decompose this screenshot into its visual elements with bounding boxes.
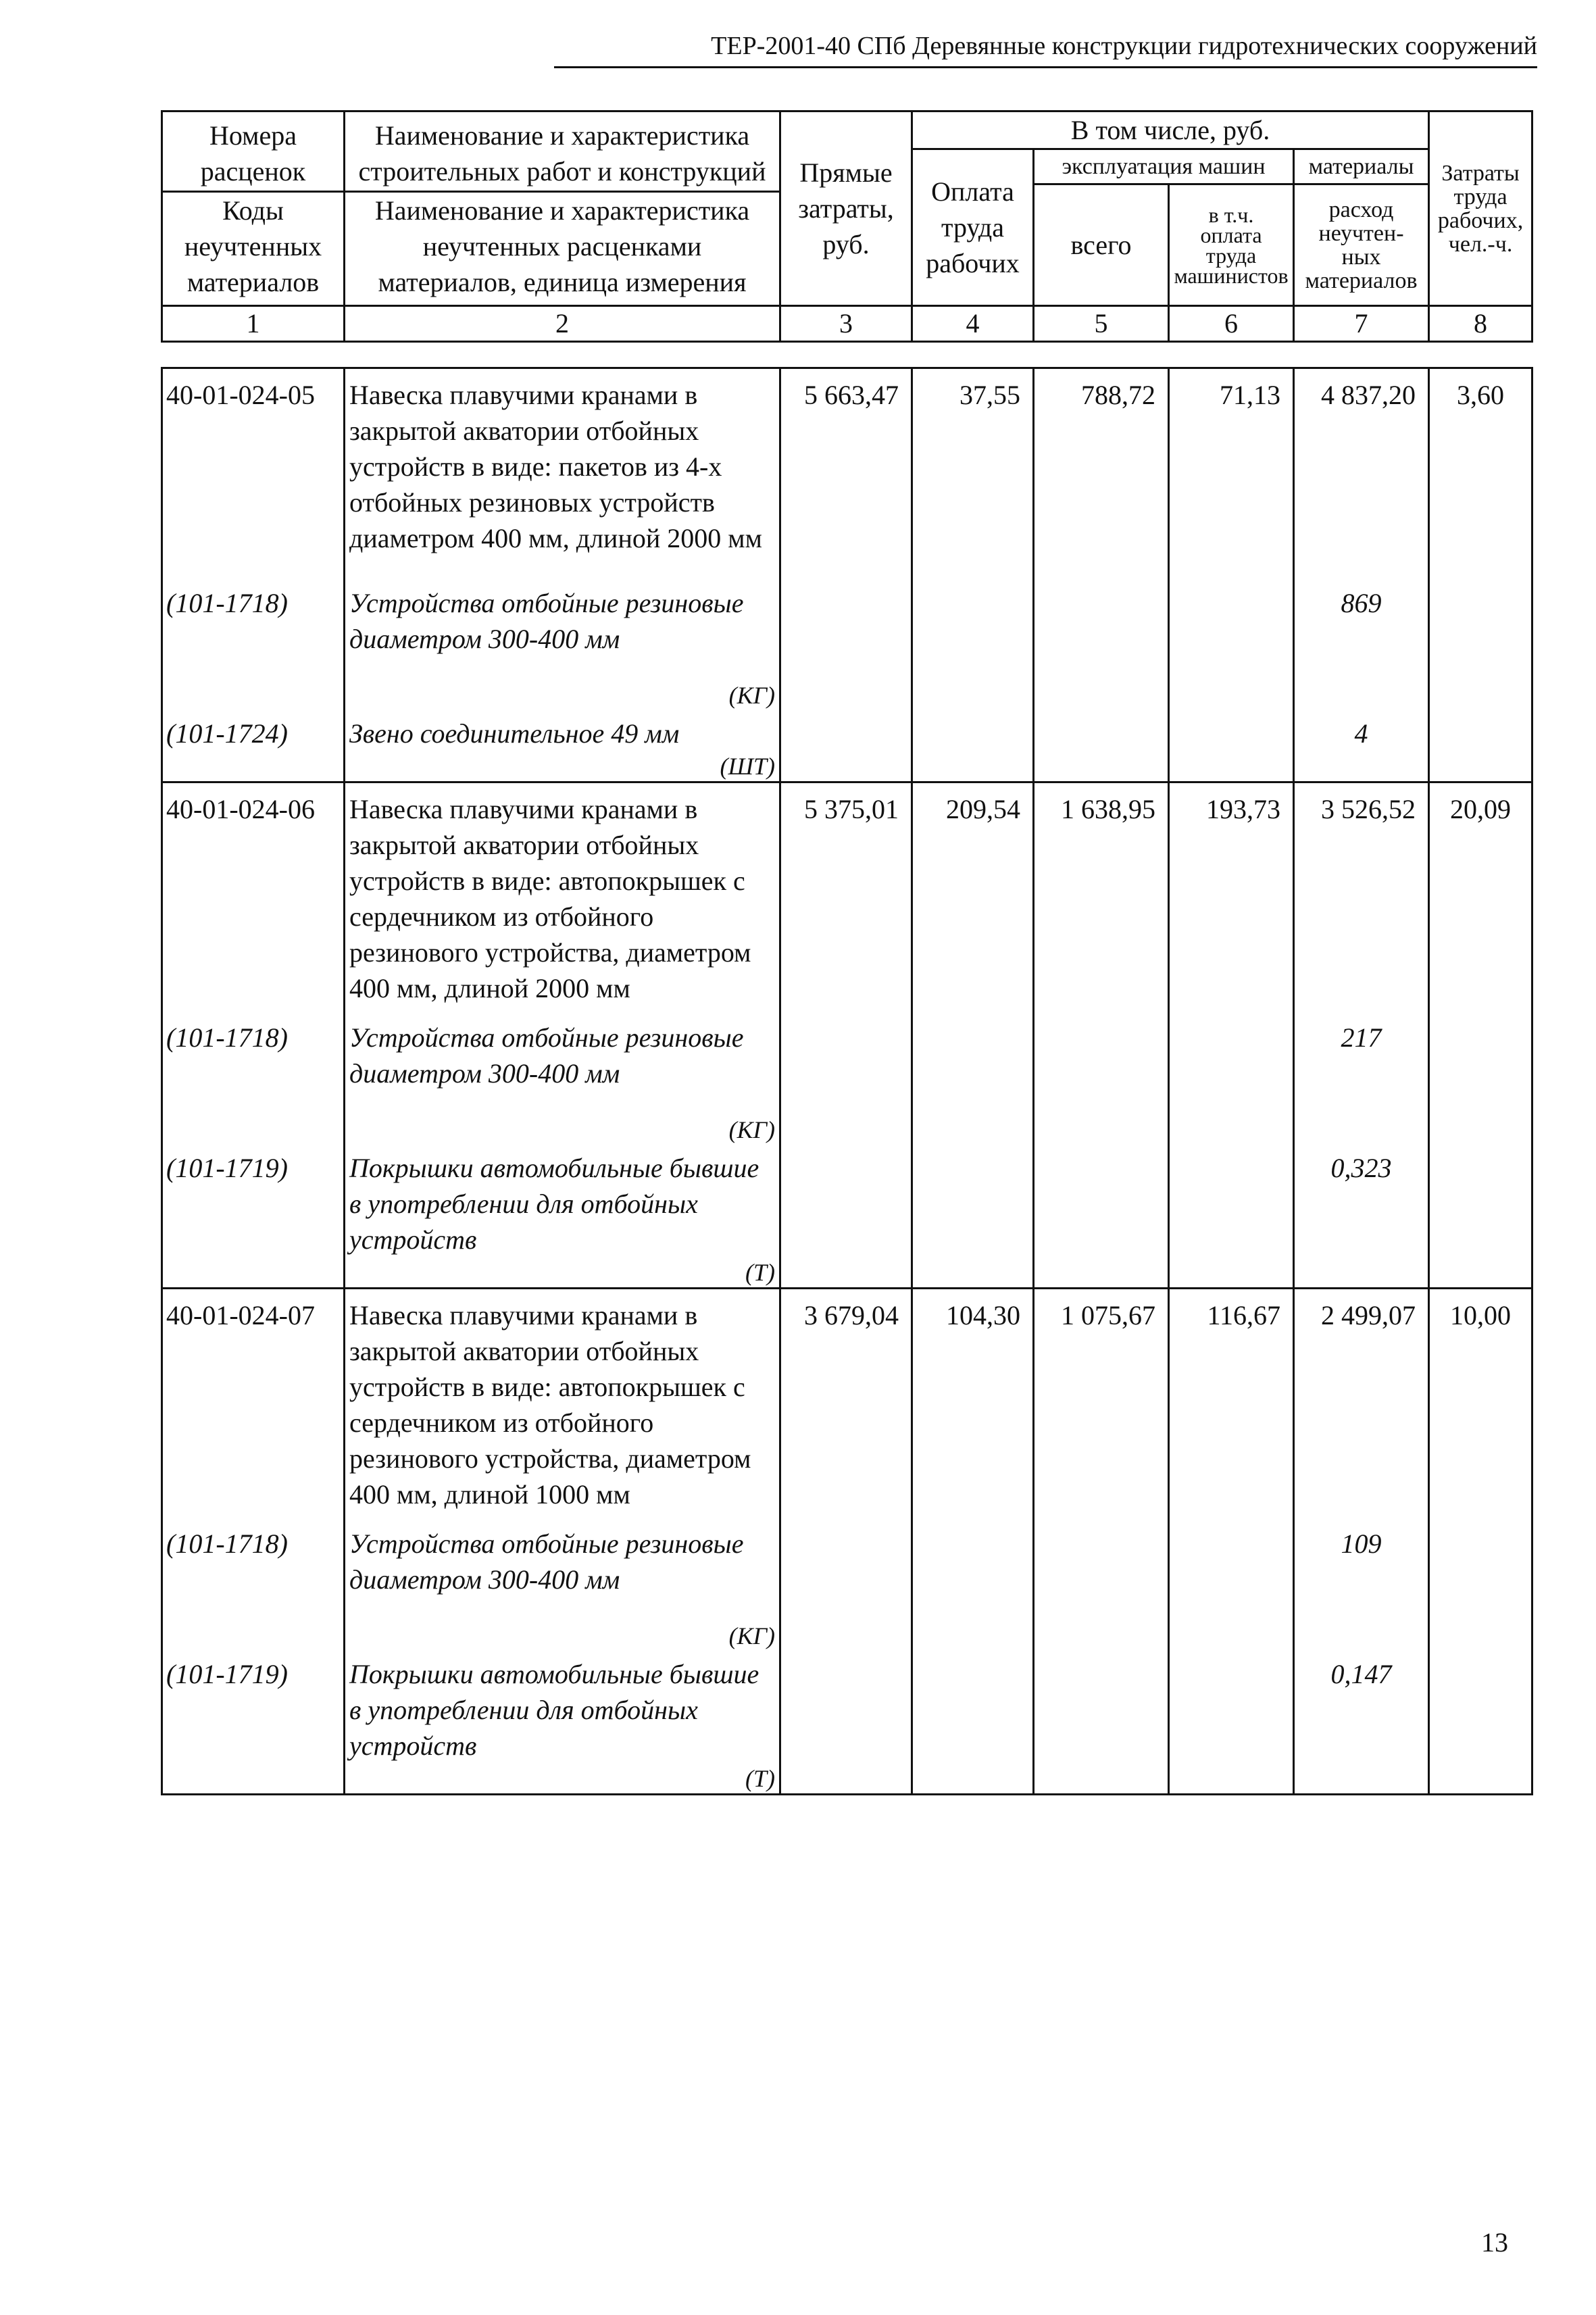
machines-total: 1 075,67 [1034,1289,1169,1521]
page-header: ТЕР-2001-40 СПб Деревянные конструкции гидротехнических сооружений [554,26,1537,68]
material-name: Звено соединительное 49 мм (ШТ) [345,710,780,782]
material-qty: 109 [1294,1520,1429,1651]
rate-code: 40-01-024-05 [162,368,345,580]
material-row [162,1651,1532,1795]
material-unit: (Т) [745,1765,775,1792]
rate-row [162,368,1532,580]
col5-header: всего [1034,184,1169,306]
material-qty: 0,147 [1294,1651,1429,1795]
rate-code: 40-01-024-07 [162,1289,345,1521]
rate-row [162,782,1532,1015]
col2-header: Наименование и характеристика строительных работ и конструкций Наименование и характеристика неучтенных расценками материалов, единица измерения [345,111,780,306]
materials-cost: 3 526,52 [1294,782,1429,1015]
material-name: Устройства отбойные резиновые диаметром 300-400 мм (КГ) [345,1014,780,1145]
material-row [162,1520,1532,1651]
group-header: В том числе, руб. [912,111,1429,149]
material-qty: 217 [1294,1014,1429,1145]
material-name: Покрышки автомобильные бывшие в употреблении для отбойных устройств (Т) [345,1651,780,1795]
rate-name: Навеска плавучими кранами в закрытой акватории отбойных устройств в виде: автопокрышек с сердечником из отбойного резинового устройства, диаметром 400 мм, длиной 1000 мм [345,1289,780,1521]
machines-total: 788,72 [1034,368,1169,580]
material-unit: (Т) [745,1259,775,1286]
rate-code: 40-01-024-06 [162,782,345,1015]
material-unit: (КГ) [728,682,775,709]
col6-header: в т.ч. оплата труда машинистов [1169,184,1294,306]
operators-pay: 71,13 [1169,368,1294,580]
materials-cost: 2 499,07 [1294,1289,1429,1521]
material-code: (101-1724) [162,710,345,782]
material-row [162,1014,1532,1145]
column-number: 5 [1034,306,1169,342]
direct-costs: 5 663,47 [780,368,912,580]
material-name: Покрышки автомобильные бывшие в употреблении для отбойных устройств (Т) [345,1145,780,1289]
labor-hours: 20,09 [1429,782,1532,1015]
material-qty: 869 [1294,580,1429,710]
column-number: 8 [1429,306,1532,342]
column-number: 6 [1169,306,1294,342]
material-code: (101-1719) [162,1651,345,1795]
material-row [162,1145,1532,1289]
column-number: 1 [162,306,345,342]
material-name: Устройства отбойные резиновые диаметром 300-400 мм (КГ) [345,580,780,710]
col7-header: расход неучтен- ных материалов [1294,184,1429,306]
rate-row [162,1289,1532,1521]
material-code: (101-1718) [162,580,345,710]
material-qty: 4 [1294,710,1429,782]
col3-header: Прямые затраты, руб. [780,111,912,306]
column-number: 3 [780,306,912,342]
page-number: 13 [1481,2227,1508,2258]
materials-cost: 4 837,20 [1294,368,1429,580]
labor-pay: 209,54 [912,782,1034,1015]
col8-header: Затраты труда рабочих, чел.-ч. [1429,111,1532,306]
material-name: Устройства отбойные резиновые диаметром 300-400 мм (КГ) [345,1520,780,1651]
materials-header: материалы [1294,149,1429,184]
column-number: 2 [345,306,780,342]
material-unit: (КГ) [728,1116,775,1143]
material-code: (101-1718) [162,1520,345,1651]
rate-name: Навеска плавучими кранами в закрытой акватории отбойных устройств в виде: автопокрышек с сердечником из отбойного резинового устройства, диаметром 400 мм, длиной 2000 мм [345,782,780,1015]
material-row [162,580,1532,710]
direct-costs: 5 375,01 [780,782,912,1015]
labor-pay: 37,55 [912,368,1034,580]
machines-header: эксплуатация машин [1034,149,1294,184]
rates-table [161,367,1533,1795]
direct-costs: 3 679,04 [780,1289,912,1521]
labor-hours: 10,00 [1429,1289,1532,1521]
material-code: (101-1719) [162,1145,345,1289]
material-unit: (ШТ) [720,753,775,780]
column-number: 4 [912,306,1034,342]
operators-pay: 193,73 [1169,782,1294,1015]
column-number: 7 [1294,306,1429,342]
labor-pay: 104,30 [912,1289,1034,1521]
machines-total: 1 638,95 [1034,782,1169,1015]
material-code: (101-1718) [162,1014,345,1145]
rate-name: Навеска плавучими кранами в закрытой акватории отбойных устройств в виде: пакетов из 4-х отбойных резиновых устройств диаметром 400 мм, длиной 2000 мм [345,368,780,580]
operators-pay: 116,67 [1169,1289,1294,1521]
col1-header: Номера расценок Коды неучтенных материалов [162,111,345,306]
col4-header: Оплата труда рабочих [912,149,1034,306]
labor-hours: 3,60 [1429,368,1532,580]
column-header-table [161,110,1533,343]
material-qty: 0,323 [1294,1145,1429,1289]
material-unit: (КГ) [728,1622,775,1649]
material-row [162,710,1532,782]
